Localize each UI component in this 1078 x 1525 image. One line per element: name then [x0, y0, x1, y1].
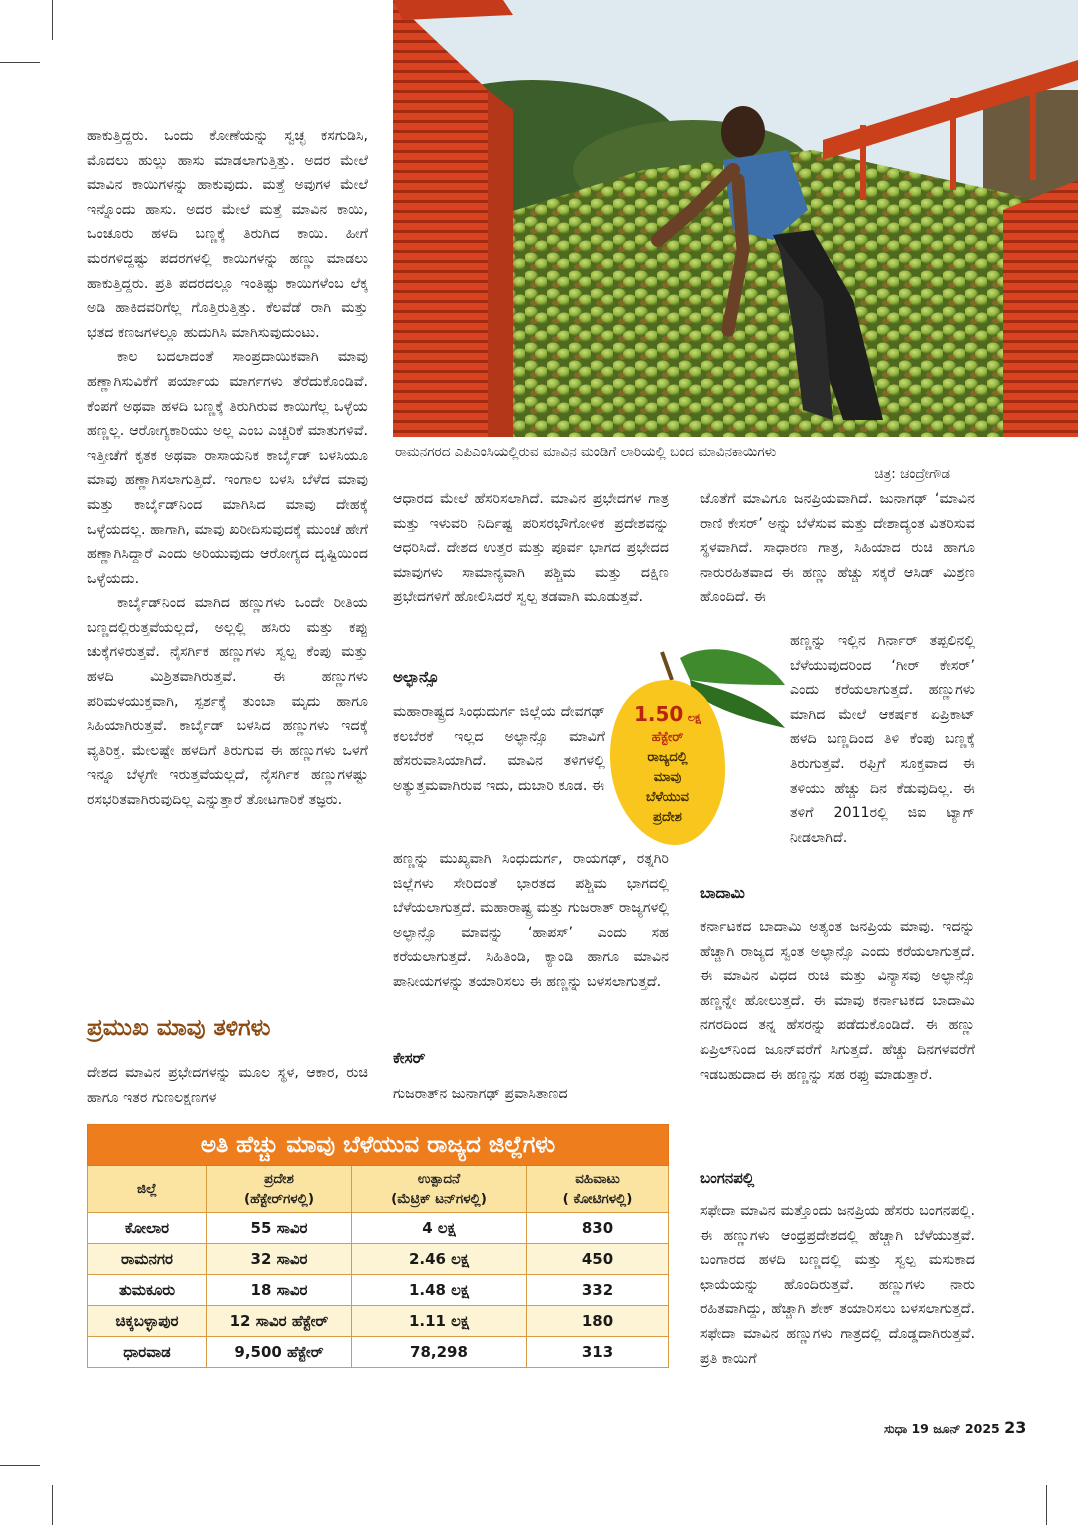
column-3-badami — [700, 915, 975, 1087]
column-2 — [393, 487, 669, 610]
column-header: ವಹಿವಾಟು ( ಕೋಟಿಗಳಲ್ಲಿ) — [527, 1166, 669, 1213]
paragraph: ಸಫೇದಾ ಮಾವಿನ ಮತ್ತೊಂದು ಜನಪ್ರಿಯ ಹೆಸರು ಬಂಗನಪಲ್ಲಿ. ಈ ಹಣ್ಣುಗಳು ಆಂಧ್ರಪ್ರದೇಶದಲ್ಲಿ ಹೆಚ್ಚಾಗಿ ಬೆಳೆಯುತ್ತವೆ. ಬಂಗಾರದ ಹಳದಿ ಬಣ್ಣದಲ್ಲಿ ಮತ್ತು ಸ್ವಲ್ಪ ಮಸುಕಾದ ಛಾಯೆಯನ್ನು ಹೊಂದಿರುತ್ತವೆ. ಹಣ್ಣುಗಳು ನಾರು ರಹಿತವಾಗಿದ್ದು, ಹೆಚ್ಚಾಗಿ ಶೇಕ್ ತಯಾರಿಸಲು ಬಳಸಲಾಗುತ್ತದೆ. ಸಫೇದಾ ಮಾವಿನ ಹಣ್ಣುಗಳು ಗಾತ್ರದಲ್ಲಿ ದೊಡ್ಡದಾಗಿರುತ್ತವೆ. ಪ್ರತಿ ಕಾಯಿಗೆ — [700, 1203, 975, 1367]
table-cell: 332 — [527, 1275, 669, 1306]
table-title: ಅತಿ ಹೆಚ್ಚು ಮಾವು ಬೆಳೆಯುವ ರಾಜ್ಯದ ಜಿಲ್ಲೆಗಳು — [88, 1125, 669, 1166]
table-row — [88, 1306, 669, 1337]
column-header: ಪ್ರದೇಶ (ಹೆಕ್ಟೇರ್‌ಗಳಲ್ಲಿ) — [207, 1166, 352, 1213]
photo-credit: ಚಿತ್ರ: ಚಂದ್ರೇಗೌಡ — [874, 466, 950, 482]
badge-line: ಬೆಳೆಯುವ — [646, 790, 689, 805]
paragraph: ಗುಜರಾತ್‌ನ ಜುನಾಗಢ್ ಪ್ರವಾಸಿತಾಣದ — [393, 1086, 568, 1102]
crop-mark — [0, 62, 40, 63]
section-title: ಪ್ರಮುಖ ಮಾವು ತಳಿಗಳು — [87, 1015, 271, 1041]
mango-districts-table — [87, 1124, 669, 1368]
badge-line: ರಾಜ್ಯದಲ್ಲಿ — [647, 750, 688, 765]
magazine-issue: ಸುಧಾ 19 ಜೂನ್ 2025 — [884, 1421, 1000, 1436]
table-cell: 9,500 ಹೆಕ್ಟೇರ್ — [207, 1337, 352, 1368]
badge-value: 1.50 — [634, 702, 684, 726]
badge-text — [610, 704, 725, 828]
table-cell: ಧಾರವಾಡ — [88, 1337, 207, 1368]
table-cell: 4 ಲಕ್ಷ — [352, 1213, 527, 1244]
paragraph: ಆಧಾರದ ಮೇಲೆ ಹೆಸರಿಸಲಾಗಿದೆ. ಮಾವಿನ ಪ್ರಭೇದಗಳ ಗಾತ್ರ ಮತ್ತು ಇಳುವರಿ ನಿರ್ದಿಷ್ಟ ಪರಿಸರಭೌಗೋಳಿಕ ಪ್ರದೇಶವನ್ನು ಆಧರಿಸಿದೆ. ದೇಶದ ಉತ್ತರ ಮತ್ತು ಪೂರ್ವ ಭಾಗದ ಪ್ರಭೇದದ ಮಾವುಗಳು ಸಾಮಾನ್ಯವಾಗಿ ಪಶ್ಚಿಮ ಮತ್ತು ದಕ್ಷಿಣ ಪ್ರಭೇದಗಳಿಗೆ ಹೋಲಿಸಿದರೆ ಸ್ವಲ್ಪ ತಡವಾಗಿ ಮೂಡುತ್ತವೆ. — [393, 491, 669, 606]
paragraph: ಜೊತೆಗೆ ಮಾವಿಗೂ ಜನಪ್ರಿಯವಾಗಿದೆ. ಜುನಾಗಢ್ ‘ಮಾವಿನ ರಾಣಿ ಕೇಸರ್’ ಅನ್ನು ಬೆಳೆಸುವ ಮತ್ತು ದೇಶಾದ್ಯಂತ ವಿತರಿಸುವ ಸ್ಥಳವಾಗಿದೆ. ಸಾಧಾರಣ ಗಾತ್ರ, ಸಿಹಿಯಾದ ರುಚಿ ಹಾಗೂ ನಾರುರಹಿತವಾದ ಈ ಹಣ್ಣು ಹೆಚ್ಚು ಸಕ್ಕರೆ ಆಸಿಡ್ ಮಿಶ್ರಣ ಹೊಂದಿದೆ. ಈ — [700, 491, 975, 606]
column-3-b — [790, 629, 975, 850]
table-cell: 55 ಸಾವಿರ — [207, 1213, 352, 1244]
heading-banganapalli: ಬಂಗನಪಲ್ಲಿ — [700, 1169, 755, 1187]
page-number: 23 — [1004, 1418, 1027, 1437]
table-cell: ರಾಮನಗರ — [88, 1244, 207, 1275]
table-cell: 18 ಸಾವಿರ — [207, 1275, 352, 1306]
table-cell: 32 ಸಾವಿರ — [207, 1244, 352, 1275]
paragraph: ದೇಶದ ಮಾವಿನ ಪ್ರಭೇದಗಳನ್ನು ಮೂಲ ಸ್ಥಳ, ಆಕಾರ, ರುಚಿ ಹಾಗೂ ಇತರ ಗುಣಲಕ್ಷಣಗಳ — [87, 1065, 368, 1106]
column-2-alphonso-a — [393, 700, 605, 798]
column-1-tail — [87, 1061, 368, 1110]
paragraph: ಹಣ್ಣನ್ನು ಮುಖ್ಯವಾಗಿ ಸಿಂಧುದುರ್ಗ, ರಾಯಗಢ್, ರತ್ನಗಿರಿ ಜಿಲ್ಲೆಗಳು ಸೇರಿದಂತೆ ಭಾರತದ ಪಶ್ಚಿಮ ಭಾಗದಲ್ಲಿ ಬೆಳೆಯಲಾಗುತ್ತದೆ. ಮಹಾರಾಷ್ಟ್ರ ಮತ್ತು ಗುಜರಾತ್ ರಾಜ್ಯಗಳಲ್ಲಿ ಅಲ್ಫಾನ್ಸೊ ಮಾವನ್ನು ‘ಹಾಪಸ್’ ಎಂದು ಸಹ ಕರೆಯಲಾಗುತ್ತದೆ. ಸಿಹಿತಿಂಡಿ, ಕ್ಯಾಂಡಿ ಹಾಗೂ ಮಾವಿನ ಪಾನೀಯಗಳನ್ನು ತಯಾರಿಸಲು ಈ ಹಣ್ಣನ್ನು ಬಳಸಲಾಗುತ್ತದೆ. — [393, 851, 669, 990]
table-cell: 1.48 ಲಕ್ಷ — [352, 1275, 527, 1306]
paragraph: ಕಾಲ ಬದಲಾದಂತೆ ಸಾಂಪ್ರದಾಯಿಕವಾಗಿ ಮಾವು ಹಣ್ಣಾಗಿಸುವಿಕೆಗೆ ಪರ್ಯಾಯ ಮಾರ್ಗಗಳು ತೆರೆದುಕೊಂಡಿವೆ. ಕೆಂಪಗೆ ಅಥವಾ ಹಳದಿ ಬಣ್ಣಕ್ಕೆ ತಿರುಗಿರುವ ಕಾಯಿಗೆಲ್ಲ ಒಳ್ಳೆಯ ಹಣ್ಣಲ್ಲ. ಆರೋಗ್ಯಕಾರಿಯು ಅಲ್ಲ ಎಂಬ ಎಚ್ಚರಿಕೆ ಮಾತುಗಳಿವೆ. ಇತ್ತೀಚೆಗೆ ಕೃತಕ ಅಥವಾ ರಾಸಾಯನಿಕ ಕಾರ್ಬೈಡ್ ಬಳಸಿಯೂ ಮಾವು ಹಣ್ಣಾಗಿಸಲಾಗುತ್ತಿದೆ. ಇಂಗಾಲ ಬಳಸಿ ಬೆಳೆದ ಮಾವು ಮತ್ತು ಕಾರ್ಬೈಡ್‌ನಿಂದ ಮಾಗಿಸಿದ ಮಾವು ದೇಹಕ್ಕೆ ಒಳ್ಳೆಯದಲ್ಲ. ಹಾಗಾಗಿ, ಮಾವು ಖರೀದಿಸುವುದಕ್ಕೆ ಮುಂಚೆ ಹೇಗೆ ಹಣ್ಣಾಗಿಸಿದ್ದಾರೆ ಎಂದು ಅರಿಯುವುದು ಆರೋಗ್ಯದ ದೃಷ್ಟಿಯಿಂದ ಒಳ್ಳೆಯದು. — [87, 349, 368, 587]
badge-line: ಮಾವು — [653, 770, 682, 785]
heading-kesar: ಕೇಸರ್ — [393, 1049, 426, 1067]
table-header-row — [88, 1166, 669, 1213]
table-row — [88, 1244, 669, 1275]
table-cell: 313 — [527, 1337, 669, 1368]
heading-badami: ಬಾದಾಮಿ — [700, 884, 745, 902]
mango-truck-photo — [393, 0, 1078, 437]
table-cell: ಕೋಲಾರ — [88, 1213, 207, 1244]
paragraph: ಮಹಾರಾಷ್ಟ್ರದ ಸಿಂಧುದುರ್ಗ ಜಿಲ್ಲೆಯ ದೇವಗಢ್ ಕಲಬೆರಕೆ ಇಲ್ಲದ ಅಲ್ಫಾನ್ಸೊ ಮಾವಿಗೆ ಹೆಸರುವಾಸಿಯಾಗಿದೆ. ಮಾವಿನ ತಳಿಗಳಲ್ಲಿ ಅತ್ಯುತ್ತಮವಾಗಿರುವ ಇದು, ದುಬಾರಿ ಕೂಡ. ಈ — [393, 704, 605, 794]
column-1 — [87, 124, 368, 813]
table-cell: 78,298 — [352, 1337, 527, 1368]
table-cell: 180 — [527, 1306, 669, 1337]
table-cell: ಚಿಕ್ಕಬಳ್ಳಾಪುರ — [88, 1306, 207, 1337]
badge-unit: ಲಕ್ಷ — [687, 711, 701, 724]
badge-line: ಪ್ರದೇಶ — [653, 810, 682, 825]
column-2-kesar — [393, 1082, 669, 1107]
paragraph: ಕರ್ನಾಟಕದ ಬಾದಾಮಿ ಅತ್ಯಂತ ಜನಪ್ರಿಯ ಮಾವು. ಇದನ್ನು ಹೆಚ್ಚಾಗಿ ರಾಜ್ಯದ ಸ್ವಂತ ಅಲ್ಫಾನ್ಸೊ ಎಂದು ಕರೆಯಲಾಗುತ್ತದೆ. ಈ ಮಾವಿನ ವಿಧದ ರುಚಿ ಮತ್ತು ವಿನ್ಯಾಸವು ಅಲ್ಫಾನ್ಸೊ ಹಣ್ಣನ್ನೇ ಹೋಲುತ್ತದೆ. ಈ ಮಾವು ಕರ್ನಾಟಕದ ಬಾದಾಮಿ ನಗರದಿಂದ ತನ್ನ ಹೆಸರನ್ನು ಪಡೆದುಕೊಂಡಿದೆ. ಈ ಹಣ್ಣು ಏಪ್ರಿಲ್‌ನಿಂದ ಜೂನ್‌ವರೆಗೆ ಸಿಗುತ್ತದೆ. ಹೆಚ್ಚು ದಿನಗಳವರೆಗೆ ಇಡಬಹುದಾದ ಈ ಹಣ್ಣನ್ನು ಸಹ ರಫ್ತು ಮಾಡುತ್ತಾರೆ. — [700, 919, 975, 1083]
table-row — [88, 1275, 669, 1306]
badge-line: ಹೆಕ್ಟೇರ್ — [651, 730, 684, 745]
crop-mark — [52, 1485, 53, 1525]
table-cell: 450 — [527, 1244, 669, 1275]
table-cell: 12 ಸಾವಿರ ಹೆಕ್ಟೇರ್ — [207, 1306, 352, 1337]
table-cell: 1.11 ಲಕ್ಷ — [352, 1306, 527, 1337]
column-3-a — [700, 487, 975, 610]
paragraph: ಹಣ್ಣನ್ನು ಇಲ್ಲಿನ ಗಿರ್ನಾರ್ ತಪ್ಪಲಿನಲ್ಲಿ ಬೆಳೆಯುವುದರಿಂದ ‘ಗೀರ್ ಕೇಸರ್’ ಎಂದು ಕರೆಯಲಾಗುತ್ತದೆ. ಹಣ್ಣುಗಳು ಮಾಗಿದ ಮೇಲೆ ಆಕರ್ಷಕ ಏಪ್ರಿಕಾಟ್ ಹಳದಿ ಬಣ್ಣದಿಂದ ತಿಳಿ ಕೆಂಪು ಬಣ್ಣಕ್ಕೆ ತಿರುಗುತ್ತವೆ. ರಫ್ತಿಗೆ ಸೂಕ್ತವಾದ ಈ ತಳಿಯು ಹೆಚ್ಚು ದಿನ ಕೆಡುವುದಿಲ್ಲ. ಈ ತಳಿಗೆ 2011ರಲ್ಲಿ ಜಿಐ ಟ್ಯಾಗ್ ನೀಡಲಾಗಿದೆ. — [790, 633, 975, 846]
table-cell: 830 — [527, 1213, 669, 1244]
crop-mark — [1046, 1485, 1047, 1525]
crop-mark — [0, 1465, 40, 1466]
heading-alphonso: ಅಲ್ಫಾನ್ಸೊ — [393, 668, 440, 686]
column-3-banganapalli — [700, 1199, 975, 1371]
crop-mark — [52, 0, 53, 40]
table-row — [88, 1337, 669, 1368]
page-footer — [884, 1418, 1026, 1437]
paragraph: ಕಾರ್ಬೈಡ್‌ನಿಂದ ಮಾಗಿದ ಹಣ್ಣುಗಳು ಒಂದೇ ರೀತಿಯ ಬಣ್ಣದಲ್ಲಿರುತ್ತವೆಯಲ್ಲದೆ, ಅಲ್ಲಲ್ಲಿ ಹಸಿರು ಮತ್ತು ಕಪ್ಪು ಚುಕ್ಕೆಗಳಿರುತ್ತವೆ. ನೈಸರ್ಗಿಕ ಹಣ್ಣುಗಳು ಸ್ವಲ್ಪ ಕೆಂಪು ಮತ್ತು ಹಳದಿ ಮಿಶ್ರಿತವಾಗಿರುತ್ತವೆ. ಈ ಹಣ್ಣುಗಳು ಪರಿಮಳಯುಕ್ತವಾಗಿ, ಸ್ಪರ್ಶಕ್ಕೆ ತುಂಬಾ ಮೃದು ಹಾಗೂ ಸಿಹಿಯಾಗಿರುತ್ತವೆ. ಕಾರ್ಬೈಡ್ ಬಳಸಿದ ಹಣ್ಣುಗಳು ಇದಕ್ಕೆ ವ್ಯತಿರಿಕ್ತ. ಮೇಲಷ್ಟೇ ಹಳದಿಗೆ ತಿರುಗುವ ಈ ಹಣ್ಣುಗಳು ಒಳಗೆ ಇನ್ನೂ ಬೆಳ್ಳಗೇ ಇರುತ್ತವೆಯಲ್ಲದೆ, ನೈಸರ್ಗಿಕ ಹಣ್ಣುಗಳಷ್ಟು ರಸಭರಿತವಾಗಿರುವುದಿಲ್ಲ ಎನ್ನುತ್ತಾರೆ ತೋಟಗಾರಿಕೆ ತಜ್ಞರು. — [87, 595, 368, 809]
column-header: ಉತ್ಪಾದನೆ (ಮೆಟ್ರಿಕ್ ಟನ್‌ಗಳಲ್ಲಿ) — [352, 1166, 527, 1213]
table-row — [88, 1213, 669, 1244]
column-2-alphonso-b — [393, 847, 669, 995]
table-cell: 2.46 ಲಕ್ಷ — [352, 1244, 527, 1275]
mango-badge — [600, 640, 800, 850]
column-header: ಜಿಲ್ಲೆ — [88, 1166, 207, 1213]
photo-caption: ರಾಮನಗರದ ಎಪಿಎಂಸಿಯಲ್ಲಿರುವ ಮಾವಿನ ಮಂಡಿಗೆ ಲಾರಿಯಲ್ಲಿ ಬಂದ ಮಾವಿನಕಾಯಿಗಳು — [395, 444, 777, 460]
table-cell: ತುಮಕೂರು — [88, 1275, 207, 1306]
paragraph: ಹಾಕುತ್ತಿದ್ದರು. ಒಂದು ಕೋಣೆಯನ್ನು ಸ್ವಚ್ಛ ಕಸಗುಡಿಸಿ, ಮೊದಲು ಹುಲ್ಲು ಹಾಸು ಮಾಡಲಾಗುತ್ತಿತ್ತು. ಅದರ ಮೇಲೆ ಮಾವಿನ ಕಾಯಿಗಳನ್ನು ಹಾಕುವುದು. ಮತ್ತೆ ಅವುಗಳ ಮೇಲೆ ಇನ್ನೊಂದು ಹಾಸು. ಅದರ ಮೇಲೆ ಮತ್ತೆ ಮಾವಿನ ಕಾಯಿ, ಒಂಚೂರು ಹಳದಿ ಬಣ್ಣಕ್ಕೆ ತಿರುಗಿದ ಕಾಯಿ. ಹೀಗೆ ಮರಗಳಿದ್ದಷ್ಟು ಪದರಗಳಲ್ಲಿ ಕಾಯಿಗಳನ್ನು ಹಣ್ಣು ಮಾಡಲು ಹಾಕುತ್ತಿದ್ದರು. ಪ್ರತಿ ಪದರದಲ್ಲೂ ಇಂತಿಷ್ಟು ಕಾಯಿಗಳೆಂಬ ಲೆಕ್ಕ ಅಡಿ ಹಾಕಿದವರಿಗೆಲ್ಲ ಗೊತ್ತಿರುತ್ತಿತ್ತು. ಕೆಲವೆಡೆ ರಾಗಿ ಮತ್ತು ಭತದ ಕಣಜಗಳಲ್ಲೂ ಹುದುಗಿಸಿ ಮಾಗಿಸುವುದುಂಟು. — [87, 128, 368, 341]
